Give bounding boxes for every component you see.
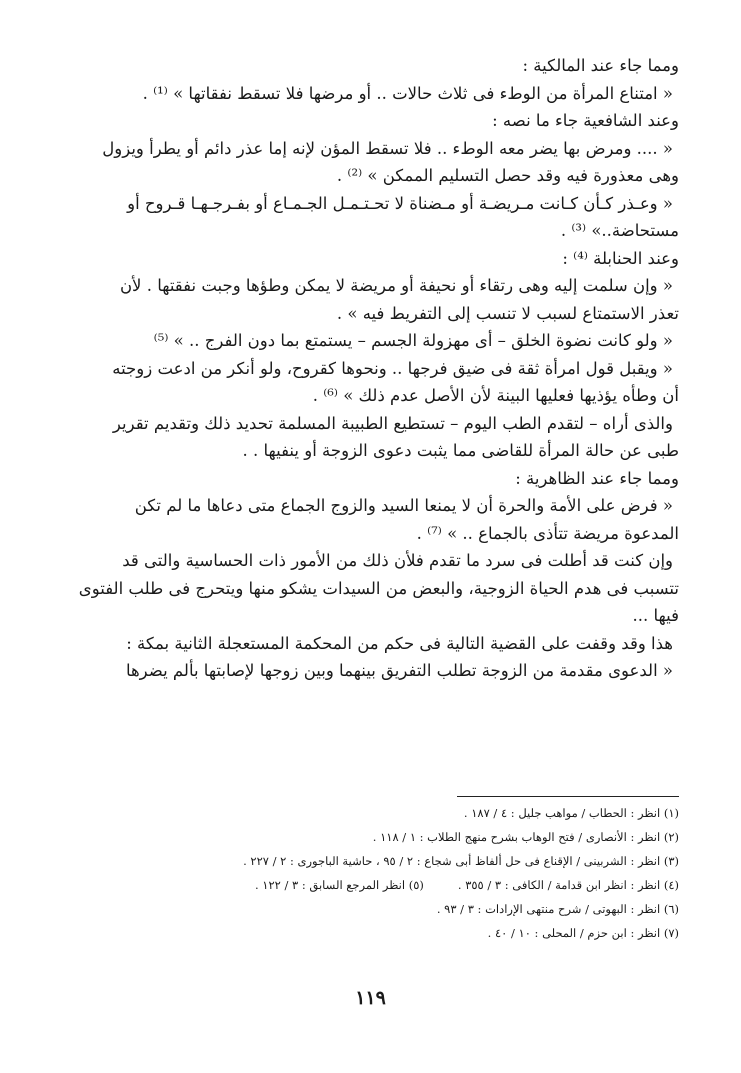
text-line-8: وعند الحنابلة ⁽⁴⁾ : — [562, 248, 679, 268]
text-line-21: فيها ... — [632, 606, 679, 625]
text-line-15: طبى عن حالة المرأة للقاضى مما يثبت دعوى الزوجة أو ينفيها . . — [242, 441, 679, 460]
text-line-20: تتسبب فى هدم الحياة الزوجية، والبعض من السيدات يشكو منها ويتحرج فى طلب الفتوى — [78, 578, 679, 598]
footnote-2: (٢) انظر : الأنصارى / فتح الوهاب بشرح منهج الطلاب : ١ / ١١٨ . — [372, 830, 679, 844]
footnote-1: (١) انظر : الحطاب / مواهب جليل : ٤ / ١٨٧ . — [463, 806, 679, 820]
text-line-12: « ويقبل قول امرأة ثقة فى ضيق فرجها .. ونحوها كقروح، ولو أنكر من ادعت زوجته — [112, 358, 673, 378]
text-line-23: « الدعوى مقدمة من الزوجة تطلب التفريق بينهما وبين زوجها لإصابتها بألم يضرها — [125, 661, 673, 680]
text-line-7: مستحاضة..» ⁽³⁾ . — [560, 221, 679, 240]
text-line-9: « وإن سلمت إليه وهى رتقاء أو نحيفة أو مريضة لا يمكن وطؤها وجبت نفقتها . لأن — [119, 276, 673, 295]
text-line-10: تعذر الاستمتاع لسبب لا تنسب إلى التفريط فيه » . — [336, 303, 679, 323]
text-line-22: هذا وقد وقفت على القضية التالية فى حكم من المحكمة المستعجلة الثانية بمكة : — [126, 633, 673, 653]
text-line-11: « ولو كانت نضوة الخلق – أى مهزولة الجسم – يستمتع بما دون الفرج .. » ⁽⁵⁾ — [153, 331, 673, 350]
text-line-14: والذى أراه – لتقدم الطب اليوم – تستطيع الطبيبة المسلمة تحديد ذلك وتقديم تقرير — [112, 413, 673, 433]
text-line-16: ومما جاء عند الظاهرية : — [515, 468, 679, 488]
text-line-6: « وعـذر كـأن كـانت مـريضـة أو مـضناة لا تحـتـمـل الجـمـاع أو بفـرجـهـا قـروح أو — [127, 193, 673, 213]
footnote-5: (٥) انظر المرجع السابق : ٣ / ١٢٢ . — [254, 878, 424, 892]
footnote-7: (٧) انظر : ابن حزم / المحلى : ١٠ / ٤٠ . — [487, 926, 679, 940]
text-line-4: « .... ومرض بها يضر معه الوطء .. فلا تسقط المؤن لإنه إما عذر دائم أو يطرأ ويزول — [102, 138, 673, 158]
text-line-3: وعند الشافعية جاء ما نصه : — [492, 111, 679, 130]
text-line-1: ومما جاء عند المالكية : — [522, 56, 679, 75]
text-line-13: أن وطأه يؤذيها فعليها البينة لأن الأصل عدم ذلك » ⁽⁶⁾ . — [312, 386, 679, 405]
main-text — [68, 52, 679, 685]
text-line-2: « امتناع المرأة من الوطء فى ثلاث حالات .. أو مرضها فلا تسقط نفقاتها » ⁽¹⁾ . — [142, 83, 673, 103]
footnote-3: (٣) انظر : الشربينى / الإقناع فى حل ألفاظ أبى شجاع : ٢ / ٩٥ ، حاشية الباجورى : ٢ / ٢٢٧ . — [243, 854, 679, 868]
text-line-19: وإن كنت قد أطلت فى سرد ما تقدم فلأن ذلك من الأمور ذات الحساسية والتى قد — [122, 551, 673, 570]
text-line-18: المدعوة مريضة تتأذى بالجماع .. » ⁽⁷⁾ . — [416, 523, 679, 543]
footnote-6: (٦) انظر : البهوتى / شرح منتهى الإرادات : ٣ / ٩٣ . — [436, 902, 679, 916]
text-line-17: « فرض على الأمة والحرة أن لا يمنعا السيد والزوج الجماع متى دعاها ما لم تكن — [134, 496, 673, 515]
footnotes — [60, 801, 679, 945]
page-number: ١١٩ — [355, 987, 386, 1009]
footnote-divider — [457, 796, 679, 797]
footnote-4: (٤) انظر : انظر ابن قدامة / الكافى : ٣ / ٣٥٥ . — [457, 878, 679, 892]
text-line-5: وهى معذورة فيه وقد حصل التسليم الممكن » ⁽²⁾ . — [336, 166, 679, 185]
footnote-row-4-5 — [60, 873, 679, 897]
